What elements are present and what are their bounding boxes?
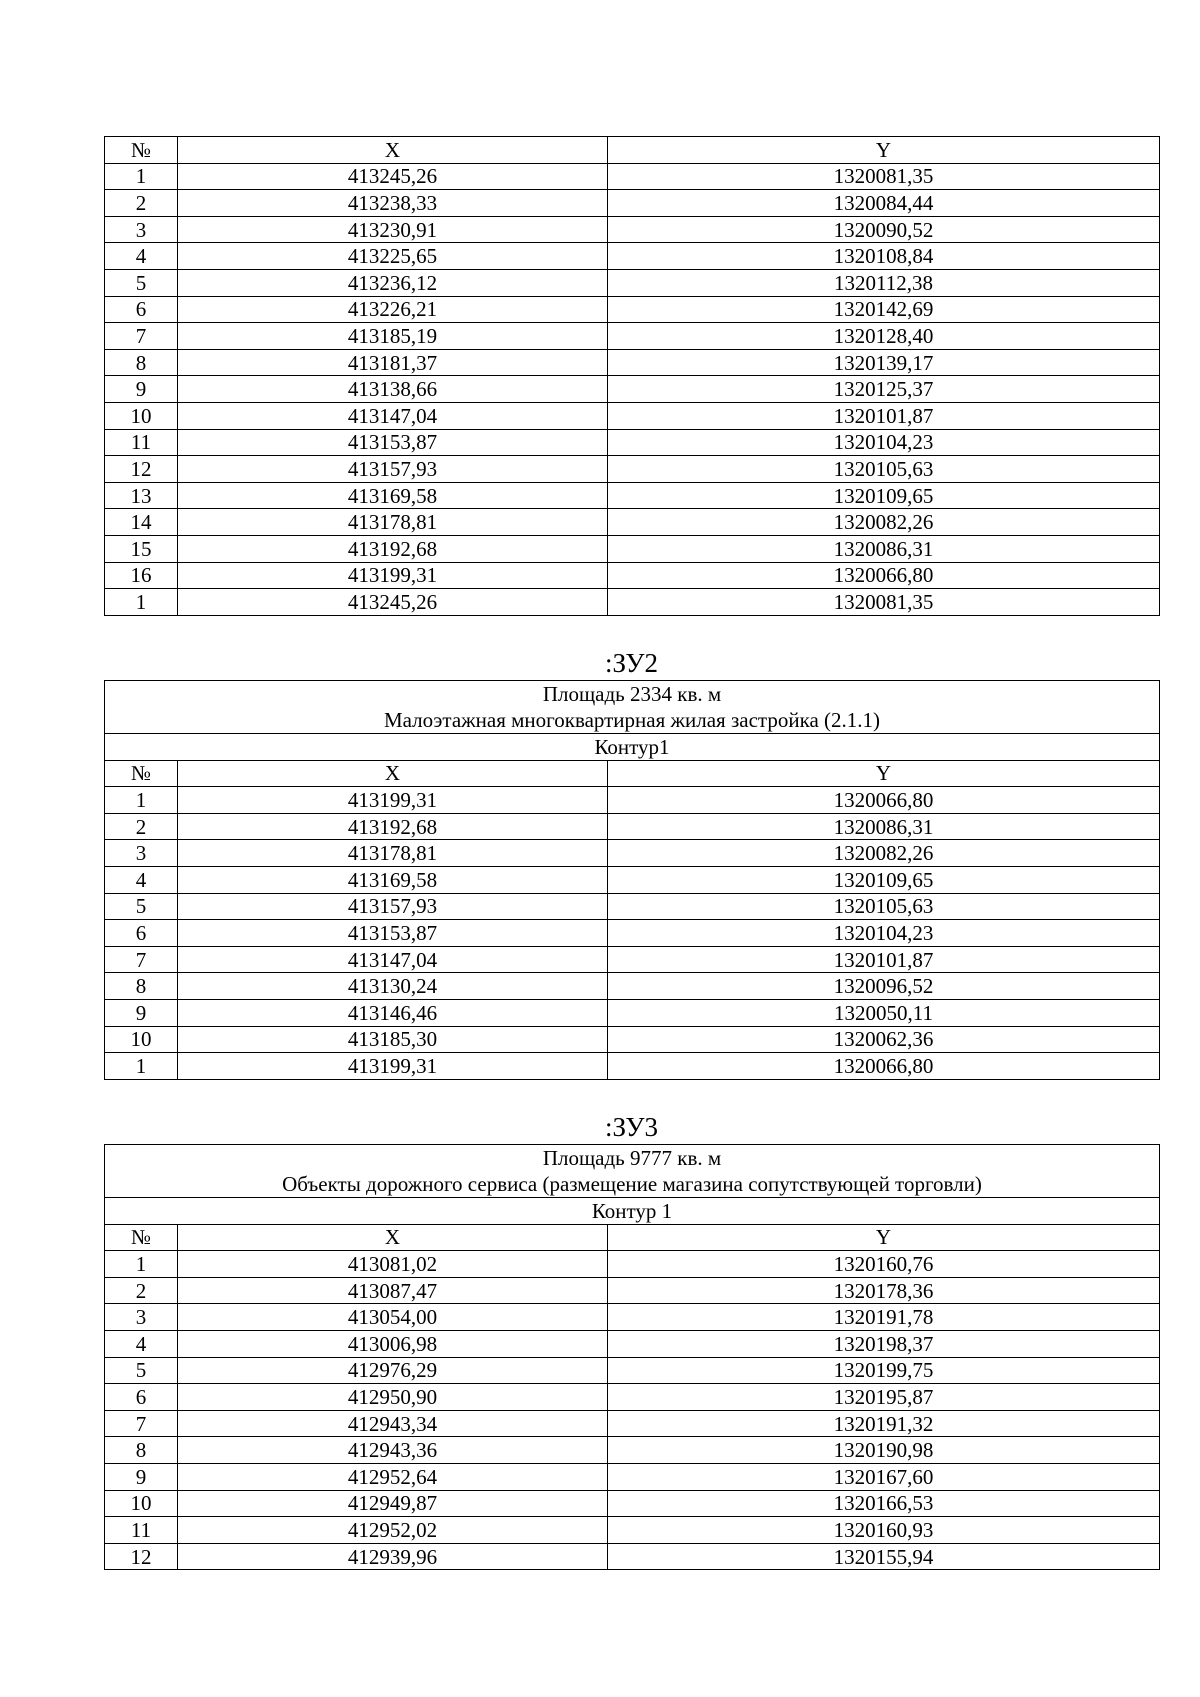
x-coordinate-cell: 413153,87 — [178, 920, 608, 947]
y-coordinate-cell: 1320191,78 — [608, 1304, 1160, 1331]
point-number-cell: 3 — [105, 1304, 178, 1331]
table-row — [105, 163, 1160, 190]
y-coordinate-cell: 1320190,98 — [608, 1437, 1160, 1464]
point-number-cell: 9 — [105, 1463, 178, 1490]
column-header-x: X — [178, 760, 608, 787]
y-coordinate-cell: 1320166,53 — [608, 1490, 1160, 1517]
x-coordinate-cell: 413157,93 — [178, 893, 608, 920]
y-coordinate-cell: 1320155,94 — [608, 1543, 1160, 1570]
column-header-row — [105, 1224, 1160, 1251]
point-number-cell: 7 — [105, 323, 178, 350]
table-row — [105, 269, 1160, 296]
y-coordinate-cell: 1320086,31 — [608, 813, 1160, 840]
x-coordinate-cell: 413236,12 — [178, 269, 608, 296]
x-coordinate-cell: 413185,19 — [178, 323, 608, 350]
y-coordinate-cell: 1320160,93 — [608, 1517, 1160, 1544]
contour-row — [105, 1198, 1160, 1225]
x-coordinate-cell: 413157,93 — [178, 456, 608, 483]
point-number-cell: 8 — [105, 349, 178, 376]
table-row — [105, 787, 1160, 814]
y-coordinate-cell: 1320101,87 — [608, 946, 1160, 973]
table-row — [105, 296, 1160, 323]
y-coordinate-cell: 1320062,36 — [608, 1026, 1160, 1053]
y-coordinate-cell: 1320139,17 — [608, 349, 1160, 376]
x-coordinate-cell: 413130,24 — [178, 973, 608, 1000]
x-coordinate-cell: 412952,02 — [178, 1517, 608, 1544]
point-number-cell: 1 — [105, 589, 178, 616]
x-coordinate-cell: 413199,31 — [178, 562, 608, 589]
x-coordinate-cell: 413245,26 — [178, 163, 608, 190]
x-coordinate-cell: 412950,90 — [178, 1384, 608, 1411]
y-coordinate-cell: 1320066,80 — [608, 562, 1160, 589]
column-header-x: X — [178, 1224, 608, 1251]
x-coordinate-cell: 413238,33 — [178, 190, 608, 217]
x-coordinate-cell: 413226,21 — [178, 296, 608, 323]
x-coordinate-cell: 413199,31 — [178, 1053, 608, 1080]
y-coordinate-cell: 1320142,69 — [608, 296, 1160, 323]
table-row — [105, 1517, 1160, 1544]
x-coordinate-cell: 413081,02 — [178, 1251, 608, 1278]
column-header-y: Y — [608, 1224, 1160, 1251]
y-coordinate-cell: 1320109,65 — [608, 482, 1160, 509]
x-coordinate-cell: 413153,87 — [178, 429, 608, 456]
x-coordinate-cell: 413146,46 — [178, 999, 608, 1026]
table-row — [105, 1384, 1160, 1411]
y-coordinate-cell: 1320125,37 — [608, 376, 1160, 403]
y-coordinate-cell: 1320096,52 — [608, 973, 1160, 1000]
point-number-cell: 4 — [105, 1330, 178, 1357]
point-number-cell: 6 — [105, 1384, 178, 1411]
y-coordinate-cell: 1320178,36 — [608, 1277, 1160, 1304]
y-coordinate-cell: 1320086,31 — [608, 535, 1160, 562]
table-row — [105, 1304, 1160, 1331]
point-number-cell: 15 — [105, 535, 178, 562]
contour-label: Контур1 — [105, 734, 1160, 761]
y-coordinate-cell: 1320109,65 — [608, 866, 1160, 893]
contour-row — [105, 734, 1160, 761]
x-coordinate-cell: 413006,98 — [178, 1330, 608, 1357]
point-number-cell: 1 — [105, 787, 178, 814]
table-row — [105, 216, 1160, 243]
table-row — [105, 1357, 1160, 1384]
point-number-cell: 11 — [105, 429, 178, 456]
table-row — [105, 482, 1160, 509]
table-row — [105, 535, 1160, 562]
point-number-cell: 2 — [105, 1277, 178, 1304]
x-coordinate-cell: 413230,91 — [178, 216, 608, 243]
point-number-cell: 6 — [105, 920, 178, 947]
y-coordinate-cell: 1320104,23 — [608, 429, 1160, 456]
x-coordinate-cell: 413192,68 — [178, 813, 608, 840]
x-coordinate-cell: 413138,66 — [178, 376, 608, 403]
column-header-row — [105, 760, 1160, 787]
point-number-cell: 6 — [105, 296, 178, 323]
y-coordinate-cell: 1320081,35 — [608, 589, 1160, 616]
table-row — [105, 1463, 1160, 1490]
section-title-zu2: :ЗУ2 — [605, 648, 658, 678]
y-coordinate-cell: 1320195,87 — [608, 1384, 1160, 1411]
x-coordinate-cell: 413245,26 — [178, 589, 608, 616]
y-coordinate-cell: 1320082,26 — [608, 840, 1160, 867]
table-row — [105, 973, 1160, 1000]
point-number-cell: 5 — [105, 269, 178, 296]
point-number-cell: 3 — [105, 840, 178, 867]
point-number-cell: 4 — [105, 243, 178, 270]
point-number-cell: 13 — [105, 482, 178, 509]
table-row — [105, 866, 1160, 893]
y-coordinate-cell: 1320050,11 — [608, 999, 1160, 1026]
y-coordinate-cell: 1320101,87 — [608, 402, 1160, 429]
table-row — [105, 946, 1160, 973]
coordinates-table-3 — [104, 1144, 1160, 1570]
point-number-cell: 1 — [105, 1053, 178, 1080]
y-coordinate-cell: 1320198,37 — [608, 1330, 1160, 1357]
land-use-text: Малоэтажная многоквартирная жилая застройка (2.1.1) — [383, 708, 881, 732]
point-number-cell: 11 — [105, 1517, 178, 1544]
table-row — [105, 1026, 1160, 1053]
point-number-cell: 4 — [105, 866, 178, 893]
coordinates-table-1 — [104, 136, 1160, 616]
table-row — [105, 190, 1160, 217]
y-coordinate-cell: 1320084,44 — [608, 190, 1160, 217]
meta-row — [105, 681, 1160, 734]
point-number-cell: 10 — [105, 402, 178, 429]
table-row — [105, 1330, 1160, 1357]
y-coordinate-cell: 1320128,40 — [608, 323, 1160, 350]
column-header-row — [105, 137, 1160, 164]
table-row — [105, 1543, 1160, 1570]
table-row — [105, 349, 1160, 376]
point-number-cell: 10 — [105, 1490, 178, 1517]
table-row — [105, 1277, 1160, 1304]
x-coordinate-cell: 413178,81 — [178, 509, 608, 536]
y-coordinate-cell: 1320082,26 — [608, 509, 1160, 536]
x-coordinate-cell: 413181,37 — [178, 349, 608, 376]
area-text: Площадь 2334 кв. м — [542, 682, 722, 706]
x-coordinate-cell: 413087,47 — [178, 1277, 608, 1304]
point-number-cell: 9 — [105, 999, 178, 1026]
x-coordinate-cell: 412976,29 — [178, 1357, 608, 1384]
x-coordinate-cell: 413147,04 — [178, 946, 608, 973]
point-number-cell: 10 — [105, 1026, 178, 1053]
x-coordinate-cell: 413054,00 — [178, 1304, 608, 1331]
table-row — [105, 402, 1160, 429]
x-coordinate-cell: 412952,64 — [178, 1463, 608, 1490]
point-number-cell: 12 — [105, 456, 178, 483]
table-body — [105, 1251, 1160, 1570]
y-coordinate-cell: 1320108,84 — [608, 243, 1160, 270]
x-coordinate-cell: 412943,36 — [178, 1437, 608, 1464]
x-coordinate-cell: 413169,58 — [178, 866, 608, 893]
column-header-num: № — [105, 137, 178, 164]
y-coordinate-cell: 1320167,60 — [608, 1463, 1160, 1490]
parcel-info-cell — [105, 681, 1160, 734]
table-row — [105, 840, 1160, 867]
table-row — [105, 509, 1160, 536]
x-coordinate-cell: 413185,30 — [178, 1026, 608, 1053]
table-row — [105, 562, 1160, 589]
table-row — [105, 1437, 1160, 1464]
table-body — [105, 787, 1160, 1080]
table-row — [105, 243, 1160, 270]
land-use-text: Объекты дорожного сервиса (размещение магазина сопутствующей торговли) — [282, 1172, 982, 1196]
y-coordinate-cell: 1320081,35 — [608, 163, 1160, 190]
table-row — [105, 1053, 1160, 1080]
y-coordinate-cell: 1320066,80 — [608, 787, 1160, 814]
point-number-cell: 1 — [105, 1251, 178, 1278]
point-number-cell: 1 — [105, 163, 178, 190]
section-title-zu3: :ЗУ3 — [605, 1112, 658, 1142]
y-coordinate-cell: 1320191,32 — [608, 1410, 1160, 1437]
table-row — [105, 893, 1160, 920]
parcel-info-cell — [105, 1145, 1160, 1198]
x-coordinate-cell: 412939,96 — [178, 1543, 608, 1570]
point-number-cell: 5 — [105, 893, 178, 920]
table-row — [105, 429, 1160, 456]
table-row — [105, 1251, 1160, 1278]
x-coordinate-cell: 413147,04 — [178, 402, 608, 429]
y-coordinate-cell: 1320112,38 — [608, 269, 1160, 296]
column-header-num: № — [105, 760, 178, 787]
point-number-cell: 2 — [105, 813, 178, 840]
y-coordinate-cell: 1320066,80 — [608, 1053, 1160, 1080]
table-row — [105, 323, 1160, 350]
column-header-y: Y — [608, 137, 1160, 164]
coordinates-table-2 — [104, 680, 1160, 1080]
x-coordinate-cell: 413169,58 — [178, 482, 608, 509]
column-header-y: Y — [608, 760, 1160, 787]
x-coordinate-cell: 413178,81 — [178, 840, 608, 867]
area-text: Площадь 9777 кв. м — [542, 1146, 722, 1170]
table-row — [105, 1490, 1160, 1517]
meta-row — [105, 1145, 1160, 1198]
point-number-cell: 14 — [105, 509, 178, 536]
x-coordinate-cell: 412943,34 — [178, 1410, 608, 1437]
table-row — [105, 999, 1160, 1026]
y-coordinate-cell: 1320105,63 — [608, 456, 1160, 483]
point-number-cell: 8 — [105, 1437, 178, 1464]
table-row — [105, 376, 1160, 403]
table-row — [105, 456, 1160, 483]
point-number-cell: 9 — [105, 376, 178, 403]
column-header-x: X — [178, 137, 608, 164]
y-coordinate-cell: 1320199,75 — [608, 1357, 1160, 1384]
table-row — [105, 920, 1160, 947]
contour-label: Контур 1 — [105, 1198, 1160, 1225]
column-header-num: № — [105, 1224, 178, 1251]
point-number-cell: 7 — [105, 946, 178, 973]
x-coordinate-cell: 413225,65 — [178, 243, 608, 270]
y-coordinate-cell: 1320105,63 — [608, 893, 1160, 920]
table-row — [105, 589, 1160, 616]
y-coordinate-cell: 1320160,76 — [608, 1251, 1160, 1278]
y-coordinate-cell: 1320090,52 — [608, 216, 1160, 243]
point-number-cell: 16 — [105, 562, 178, 589]
table-row — [105, 1410, 1160, 1437]
table-body — [105, 163, 1160, 615]
table-row — [105, 813, 1160, 840]
x-coordinate-cell: 412949,87 — [178, 1490, 608, 1517]
x-coordinate-cell: 413192,68 — [178, 535, 608, 562]
x-coordinate-cell: 413199,31 — [178, 787, 608, 814]
point-number-cell: 7 — [105, 1410, 178, 1437]
point-number-cell: 12 — [105, 1543, 178, 1570]
point-number-cell: 3 — [105, 216, 178, 243]
point-number-cell: 5 — [105, 1357, 178, 1384]
y-coordinate-cell: 1320104,23 — [608, 920, 1160, 947]
point-number-cell: 2 — [105, 190, 178, 217]
point-number-cell: 8 — [105, 973, 178, 1000]
